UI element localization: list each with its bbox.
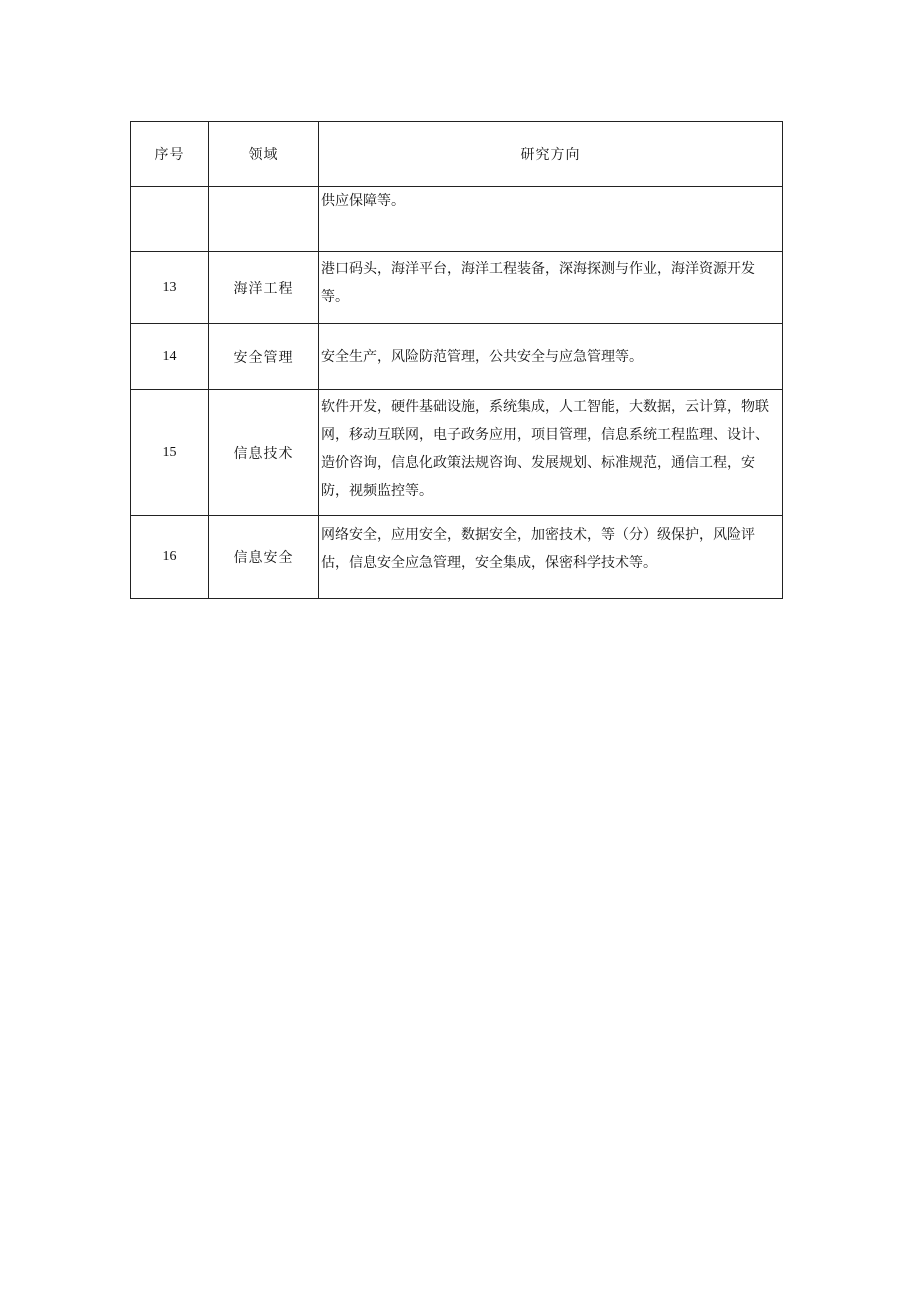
table-header-row [131,122,783,187]
header-direction: 研究方向 [319,122,783,187]
row-direction: 软件开发，硬件基础设施，系统集成，人工智能，大数据，云计算，物联网，移动互联网，电子政务应用，项目管理，信息系统工程监理、设计、造价咨询，信息化政策法规咨询、发展规划、标准规范，通信工程，安防，视频监控等。 [319,390,783,516]
header-field: 领域 [209,122,319,187]
research-directions-table [130,121,783,599]
table-row [131,390,783,516]
row-number: 15 [131,390,209,516]
row-field: 海洋工程 [209,252,319,324]
table-row [131,324,783,390]
row-direction: 网络安全，应用安全，数据安全，加密技术，等（分）级保护，风险评估，信息安全应急管理，安全集成，保密科学技术等。 [319,516,783,599]
row-field: 安全管理 [209,324,319,390]
table-row [131,187,783,252]
row-direction: 港口码头，海洋平台，海洋工程装备，深海探测与作业，海洋资源开发等。 [319,252,783,324]
row-direction: 安全生产，风险防范管理，公共安全与应急管理等。 [319,324,783,390]
row-number: 16 [131,516,209,599]
row-direction: 供应保障等。 [319,187,783,252]
table-row [131,252,783,324]
row-number: 13 [131,252,209,324]
row-field: 信息安全 [209,516,319,599]
header-number: 序号 [131,122,209,187]
row-number: 14 [131,324,209,390]
table-row [131,516,783,599]
row-field [209,187,319,252]
row-field: 信息技术 [209,390,319,516]
row-number [131,187,209,252]
